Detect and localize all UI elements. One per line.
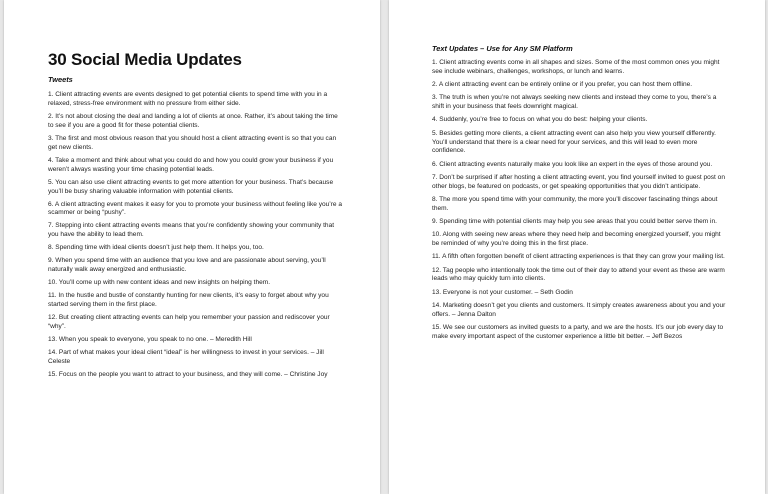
list-item: 9. Spending time with potential clients may help you see areas that you could better serve them in. (432, 218, 717, 226)
list-item: 14. Part of what makes your ideal client “ideal” is her willingness to invest in your services. – Jill Celeste (48, 349, 324, 365)
list-item: 5. Besides getting more clients, a client attracting event can also help you view yourself differently. You’ll understand that there is a clear need for your services, and this will lead to even more confidence. (432, 129, 716, 155)
list-item: 4. Take a moment and think about what you could do and how you could grow your business if you weren’t always wasting your time chasing potential leads. (48, 156, 334, 173)
list-item: 6. A client attracting event makes it easy for you to promote your business without feeling like you’re a scammer or being “pushy”. (48, 200, 343, 217)
section-heading-text-updates: Text Updates – Use for Any SM Platform (432, 44, 573, 53)
document-page-left (4, 0, 380, 494)
tweets-list (48, 91, 344, 380)
list-item: 8. The more you spend time with your community, the more you’ll discover fascinating things about them. (432, 195, 718, 212)
list-item: 14. Marketing doesn’t get you clients and customers. It simply creates awareness about you and your offers. – Jenna Dalton (432, 301, 726, 318)
document-page-right (389, 0, 765, 494)
list-item: 10. Along with seeing new areas where they need help and becoming energized yourself, you might be reminded of why you’re doing this in the first place. (432, 231, 721, 248)
list-item: 8. Spending time with ideal clients doesn’t just help them. It helps you, too. (48, 244, 264, 252)
list-item: 6. Client attracting events naturally make you look like an expert in the eyes of those around you. (432, 160, 713, 168)
list-item: 15. Focus on the people you want to attract to your business, and they will come. – Christine Joy (48, 370, 328, 378)
list-item: 2. A client attracting event can be entirely online or if you prefer, you can host them offline. (432, 81, 693, 89)
list-item: 11. In the hustle and bustle of constantly hunting for new clients, it’s easy to forget about why you started serving them in the first place. (48, 292, 329, 309)
list-item: 7. Don’t be surprised if after hosting a client attracting event, you find yourself invited to guest post on other blogs, be featured on podcasts, or get speaking opportunities that you didn’t anticipate. (432, 173, 725, 190)
list-item: 10. You’ll come up with new content ideas and new insights on helping them. (48, 279, 271, 287)
list-item: 3. The truth is when you’re not always seeking new clients and instead they come to you, there’s a shift in your business that feels downright magical. (432, 94, 717, 111)
list-item: 12. Tag people who intentionally took the time out of their day to attend your event as these are warm leads who may quickly turn into clients. (432, 266, 725, 283)
section-heading-tweets: Tweets (48, 75, 73, 84)
list-item: 13. Everyone is not your customer. – Seth Godin (432, 288, 573, 296)
list-item: 12. But creating client attracting events can help you remember your passion and rediscover your “why”. (48, 314, 330, 331)
list-item: 4. Suddenly, you’re free to focus on what you do best: helping your clients. (432, 116, 648, 124)
list-item: 1. Client attracting events are events designed to get potential clients to spend time with you in a relaxed, stress-free environment with no pressure from either side. (48, 91, 328, 107)
list-item: 1. Client attracting events come in all shapes and sizes. Some of the most common ones you might see include webinars, challenges, workshops, or lunch and learns. (432, 59, 720, 75)
text-updates-list (432, 59, 729, 342)
list-item: 5. You can also use client attracting events to get more attention for your business. That’s because you’ll be busy sharing valuable information with potential clients. (48, 178, 334, 195)
list-item: 13. When you speak to everyone, you speak to no one. – Meredith Hill (48, 336, 252, 344)
list-item: 11. A fifth often forgotten benefit of client attracting experiences is that they can grow your mailing list. (432, 253, 725, 261)
list-item: 7. Stepping into client attracting events means that you’re confidently showing your community that you have the ability to lead them. (48, 222, 335, 239)
document-title: 30 Social Media Updates (48, 50, 242, 69)
list-item: 2. It’s not about closing the deal and landing a lot of clients at once. Rather, it’s about taking the time to see if you are a good fit for these potential clients. (48, 112, 338, 129)
list-item: 3. The first and most obvious reason that you should host a client attracting event is so that you can get new clients. (48, 134, 337, 151)
list-item: 9. When you spend time with an audience that you love and are passionate about serving, you’ll naturally walk away energized and enthusiastic. (48, 257, 326, 274)
list-item: 15. We see our customers as invited guests to a party, and we are the hosts. It’s our job every day to make every important aspect of the customer experience a little bit better. – Jeff Bezos (432, 324, 724, 340)
